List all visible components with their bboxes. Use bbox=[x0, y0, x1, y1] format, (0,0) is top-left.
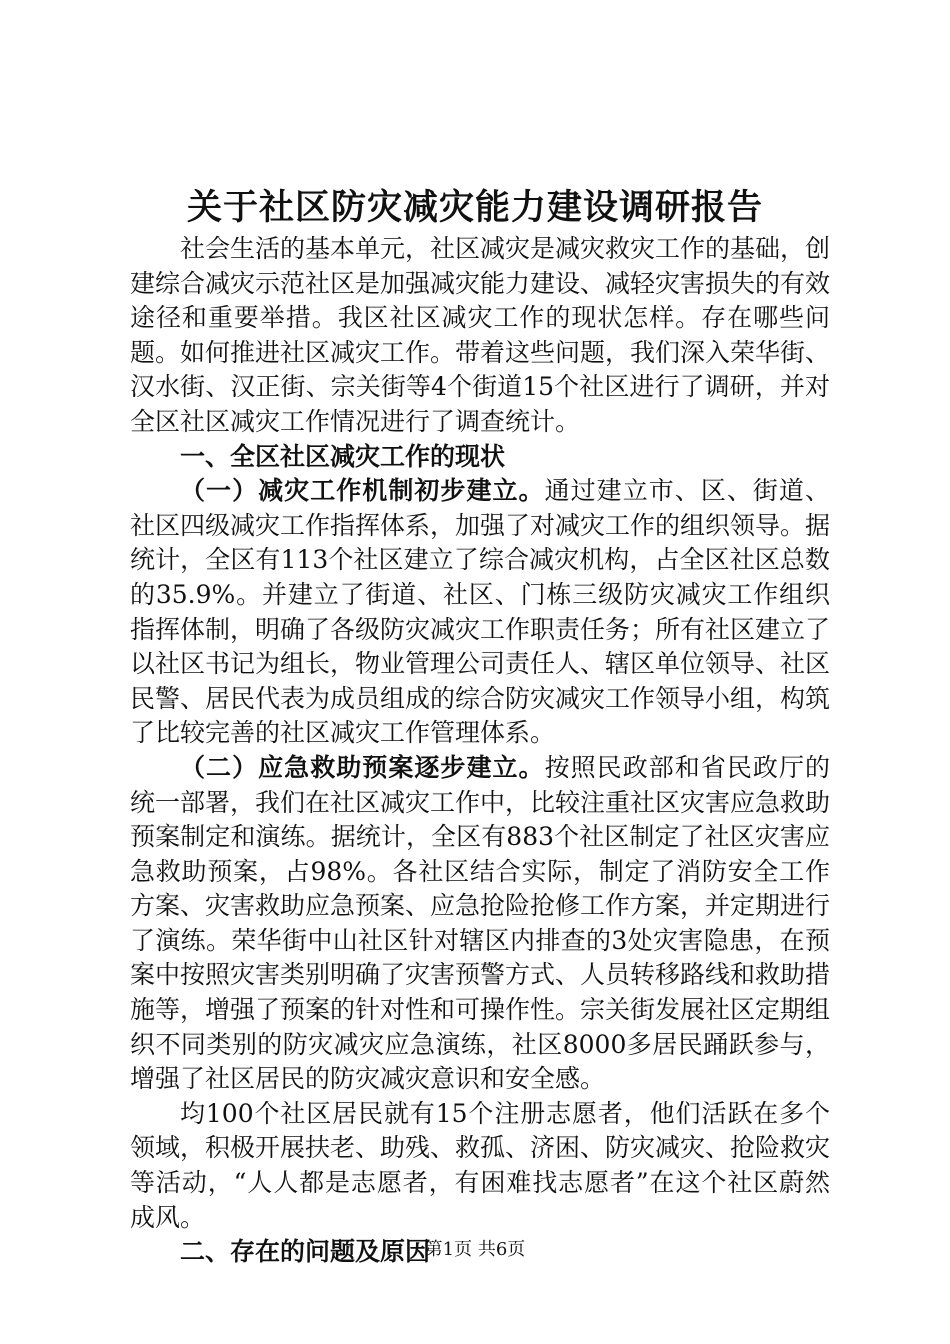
subsection-2-paragraph bbox=[130, 751, 830, 1097]
subsection-1-text: 通过建立市、区、街道、社区四级减灾工作指挥体系，加强了对减灾工作的组织领导。据统计，全区有113个社区建立了综合减灾机构，占全区社区总数的35.9%。并建立了街道、社区、门栋三级防灾减灾工作组织指挥体制，明确了各级防灾减灾工作职责任务；所有社区建立了以社区书记为组长，物业管理公司责任人、辖区单位领导、社区民警、居民代表为成员组成的综合防灾减灾工作领导小组，构筑了比较完善的社区减灾工作管理体系。 bbox=[130, 476, 831, 748]
section-heading-1: 一、全区社区减灾工作的现状 bbox=[180, 441, 506, 471]
section-heading-2: 二、存在的问题及原因 bbox=[180, 1237, 431, 1267]
page-footer: 第1页 共6页 bbox=[424, 1239, 526, 1260]
document-title: 关于社区防灾减灾能力建设调研报告 bbox=[186, 188, 763, 228]
intro-paragraph: 社会生活的基本单元，社区减灾是减灾救灾工作的基础，创建综合减灾示范社区是加强减灾能力建设、减轻灾害损失的有效途径和重要举措。我区社区减灾工作的现状怎样。存在哪些问题。如何推进社区减灾工作。带着这些问题，我们深入荣华街、汉水街、汉正街、宗关街等4个街道15个社区进行了调研，并对全区社区减灾工作情况进行了调查统计。 bbox=[130, 234, 831, 436]
subsection-2-text: 按照民政部和省民政厅的统一部署，我们在社区减灾工作中，比较注重社区灾害应急救助预案制定和演练。据统计，全区有883个社区制定了社区灾害应急救助预案，占98%。各社区结合实际，制定了消防安全工作方案、灾害救助应急预案、应急抢险抢修工作方案，并定期进行了演练。荣华街中山社区针对辖区内排查的3处灾害隐患，在预案中按照灾害类别明确了灾害预警方式、人员转移路线和救助措施等，增强了预案的针对性和可操作性。宗关街发展社区定期组织不同类别的防灾减灾应急演练，社区8000多居民踊跃参与，增强了社区居民的防灾减灾意识和安全感。 bbox=[130, 752, 831, 1094]
subsection-2-lead: （二）应急救助预案逐步建立。 bbox=[180, 752, 545, 782]
volunteer-paragraph: 均100个社区居民就有15个注册志愿者，他们活跃在多个领域，积极开展扶老、助残、救孤、济困、防灾减灾、抢险救灾等活动，“人人都是志愿者，有困难找志愿者”在这个社区蔚然成风。 bbox=[130, 1098, 831, 1232]
subsection-1-paragraph bbox=[130, 474, 830, 751]
document-body bbox=[130, 232, 830, 1270]
subsection-1-lead: （一）减灾工作机制初步建立。 bbox=[180, 476, 545, 506]
